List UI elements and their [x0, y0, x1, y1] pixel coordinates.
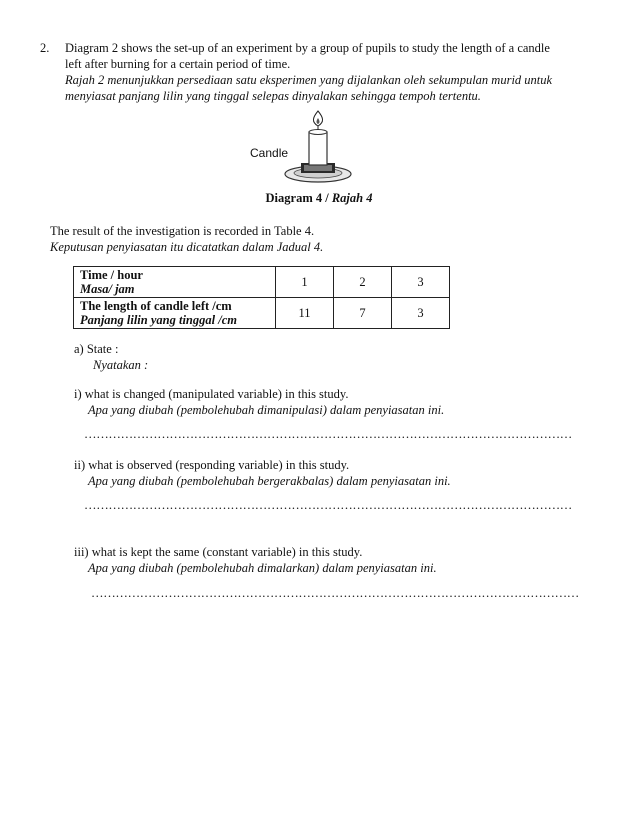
- table-cell: 3: [392, 298, 450, 329]
- part-a-state-ms: Nyatakan :: [93, 358, 149, 372]
- table-cell: 11: [276, 298, 334, 329]
- row-header-ms: Panjang lilin yang tinggal /cm: [80, 313, 237, 327]
- table-cell: 2: [334, 267, 392, 298]
- answer-line-ii[interactable]: …………………………………………………………………………………………………………: [84, 498, 573, 512]
- diagram-caption: [0, 191, 638, 206]
- question-iii-ms: Apa yang diubah (pembolehubah dimalarkan) dalam penyiasatan ini.: [88, 561, 437, 575]
- question-number: 2.: [40, 41, 50, 55]
- question-text-line-2: left after burning for a certain period of time.: [65, 57, 291, 71]
- question-text-line-4: menyiasat panjang lilin yang tinggal selepas dinyalakan sehingga tempoh tertentu.: [65, 89, 481, 103]
- row-header-time: [74, 267, 276, 298]
- row-header-en: Time / hour: [80, 268, 143, 282]
- diagram-caption-en: Diagram 4 /: [265, 191, 329, 205]
- question-text-line-1: Diagram 2 shows the set-up of an experiment by a group of pupils to study the length of a candle: [65, 41, 550, 55]
- question-iii-en: iii) what is kept the same (constant variable) in this study.: [74, 545, 363, 559]
- question-i-ms: Apa yang diubah (pembolehubah dimanipulasi) dalam penyiasatan ini.: [88, 403, 445, 417]
- table-cell: 7: [334, 298, 392, 329]
- row-header-length: [74, 298, 276, 329]
- row-header-ms: Masa/ jam: [80, 282, 135, 296]
- question-i-en: i) what is changed (manipulated variable) in this study.: [74, 387, 349, 401]
- table-cell: 1: [276, 267, 334, 298]
- question-text-line-3: Rajah 2 menunjukkan persediaan satu eksperimen yang dijalankan oleh sekumpulan murid untuk: [65, 73, 553, 87]
- table-row: [74, 298, 450, 329]
- table-row: [74, 267, 450, 298]
- question-ii-en: ii) what is observed (responding variable) in this study.: [74, 458, 350, 472]
- diagram-caption-ms: Rajah 4: [331, 191, 373, 205]
- result-text-ms: Keputusan penyiasatan itu dicatatkan dalam Jadual 4.: [50, 240, 324, 254]
- candle-label: Candle: [250, 146, 289, 160]
- table-cell: 3: [392, 267, 450, 298]
- result-text-en: The result of the investigation is recorded in Table 4.: [50, 224, 315, 238]
- candle-diagram: [240, 110, 370, 190]
- answer-line-i[interactable]: …………………………………………………………………………………………………………: [84, 427, 573, 441]
- question-ii-ms: Apa yang diubah (pembolehubah bergerakbalas) dalam penyiasatan ini.: [88, 474, 451, 488]
- result-table: [73, 266, 450, 329]
- row-header-en: The length of candle left /cm: [80, 299, 232, 313]
- answer-line-iii[interactable]: …………………………………………………………………………………………………………: [91, 586, 580, 600]
- part-a-state-en: a) State :: [74, 342, 119, 356]
